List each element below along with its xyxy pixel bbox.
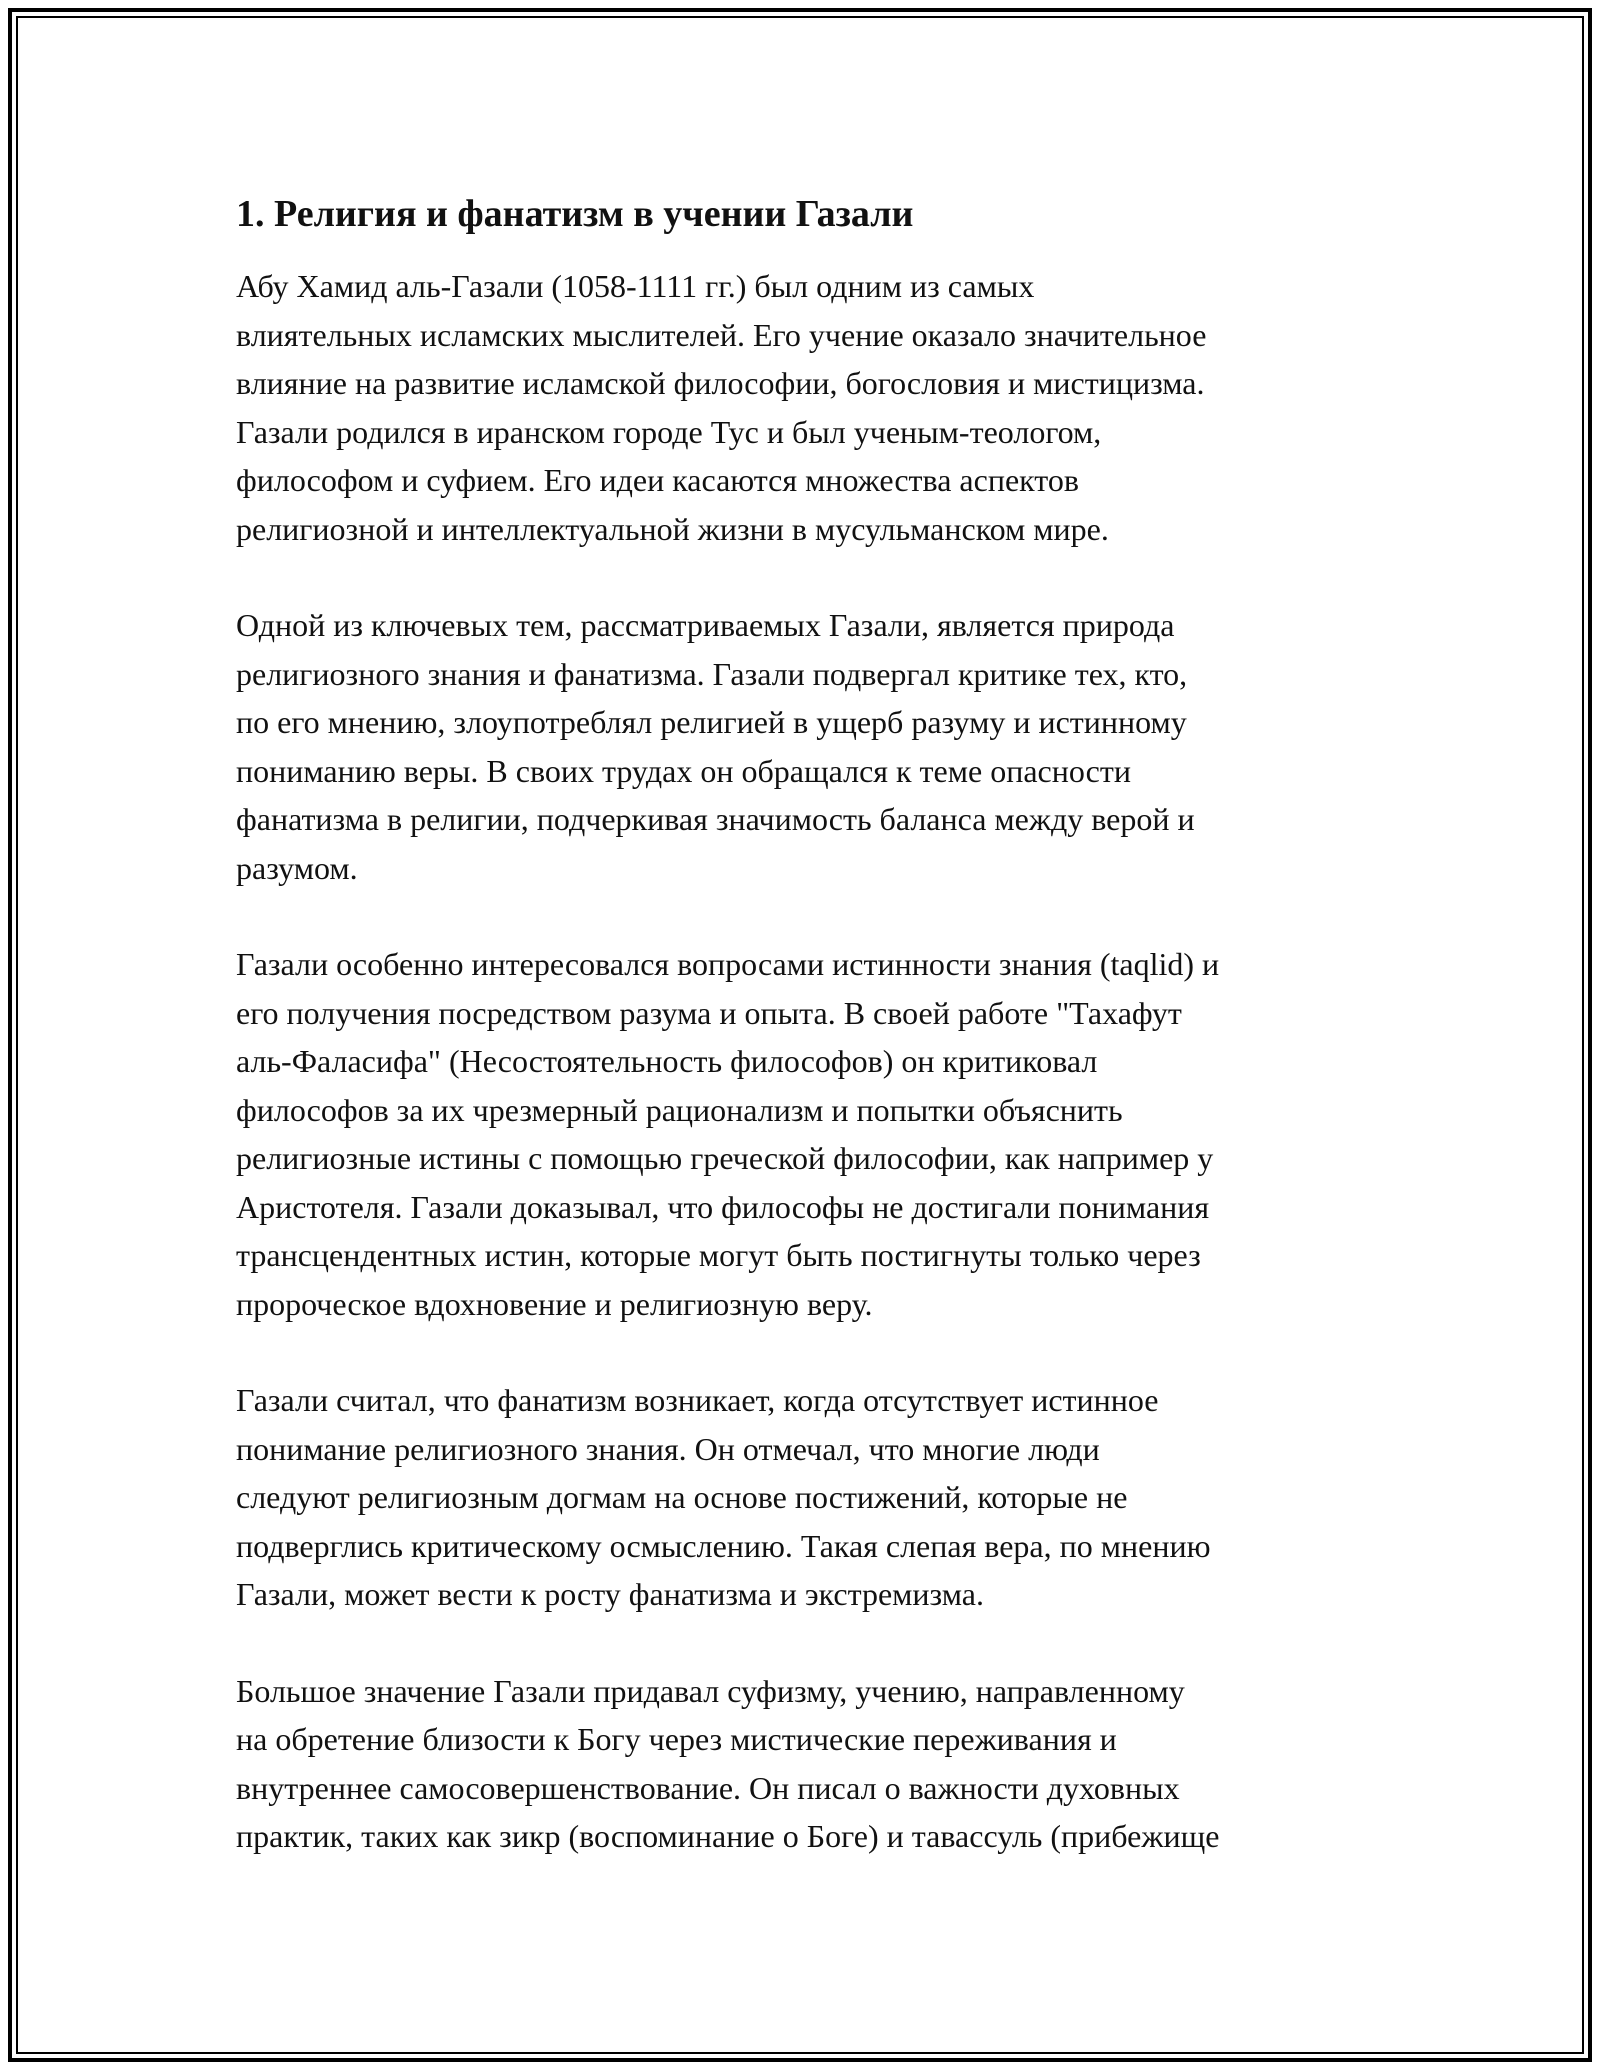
paragraph-1 bbox=[236, 262, 1376, 553]
text-line: Аристотеля. Газали доказывал, что философы не достигали понимания bbox=[236, 1188, 1210, 1225]
text-line: понимание религиозного знания. Он отмечал, что многие люди bbox=[236, 1430, 1100, 1467]
section-heading: 1. Религия и фанатизм в учении Газали bbox=[236, 193, 914, 235]
text-line: философом и суфием. Его идеи касаются множества аспектов bbox=[236, 462, 1079, 498]
text-line: влияние на развитие исламской философии, богословия и мистицизма. bbox=[236, 365, 1205, 401]
text-line: его получения посредством разума и опыта. В своей работе "Тахафут bbox=[236, 994, 1182, 1031]
paragraph-3 bbox=[236, 940, 1376, 1328]
paragraph-5 bbox=[236, 1667, 1376, 1861]
text-line: пророческое вдохновение и религиозную веру. bbox=[236, 1285, 873, 1322]
text-line: практик, таких как зикр (воспоминание о Боге) и тавассуль (прибежище bbox=[236, 1818, 1220, 1854]
text-line: религиозные истины с помощью греческой философии, как например у bbox=[236, 1140, 1214, 1176]
text-line: аль-Фаласифа" (Несостоятельность философов) он критиковал bbox=[236, 1043, 1098, 1079]
text-line: влиятельных исламских мыслителей. Его учение оказало значительное bbox=[236, 316, 1207, 353]
text-line: Газали, может вести к росту фанатизма и экстремизма. bbox=[236, 1576, 984, 1612]
text-line: Газали считал, что фанатизм возникает, когда отсутствует истинное bbox=[236, 1382, 1159, 1418]
text-line: Газали особенно интересовался вопросами истинности знания (taqlid) и bbox=[236, 946, 1220, 982]
text-line: религиозного знания и фанатизма. Газали подвергал критике тех, кто, bbox=[236, 655, 1188, 692]
text-line: религиозной и интеллектуальной жизни в мусульманском мире. bbox=[236, 510, 1109, 547]
document-body bbox=[236, 186, 1376, 1909]
text-line: фанатизма в религии, подчеркивая значимость баланса между верой и bbox=[236, 801, 1195, 837]
text-line: трансцендентных истин, которые могут быть постигнуты только через bbox=[236, 1237, 1201, 1273]
text-line: на обретение близости к Богу через мистические переживания и bbox=[236, 1721, 1117, 1757]
paragraph-2 bbox=[236, 601, 1376, 892]
text-line: философов за их чрезмерный рационализм и попытки объяснить bbox=[236, 1091, 1123, 1128]
text-line: Газали родился в иранском городе Тус и был ученым-теологом, bbox=[236, 413, 1102, 450]
text-line: Одной из ключевых тем, рассматриваемых Газали, является природа bbox=[236, 607, 1175, 643]
text-line: подверглись критическому осмыслению. Такая слепая вера, по мнению bbox=[236, 1527, 1211, 1564]
text-line: пониманию веры. В своих трудах он обращался к теме опасности bbox=[236, 752, 1131, 789]
text-line: внутреннее самосовершенствование. Он писал о важности духовных bbox=[236, 1769, 1180, 1806]
text-line: Большое значение Газали придавал суфизму, учению, направленному bbox=[236, 1672, 1185, 1709]
text-line: разумом. bbox=[236, 849, 358, 886]
text-line: следуют религиозным догмам на основе постижений, которые не bbox=[236, 1479, 1128, 1515]
text-line: по его мнению, злоупотреблял религией в ущерб разуму и истинному bbox=[236, 704, 1187, 740]
text-line: Абу Хамид аль-Газали (1058-1111 гг.) был одним из самых bbox=[236, 268, 1035, 304]
paragraph-4 bbox=[236, 1376, 1376, 1619]
